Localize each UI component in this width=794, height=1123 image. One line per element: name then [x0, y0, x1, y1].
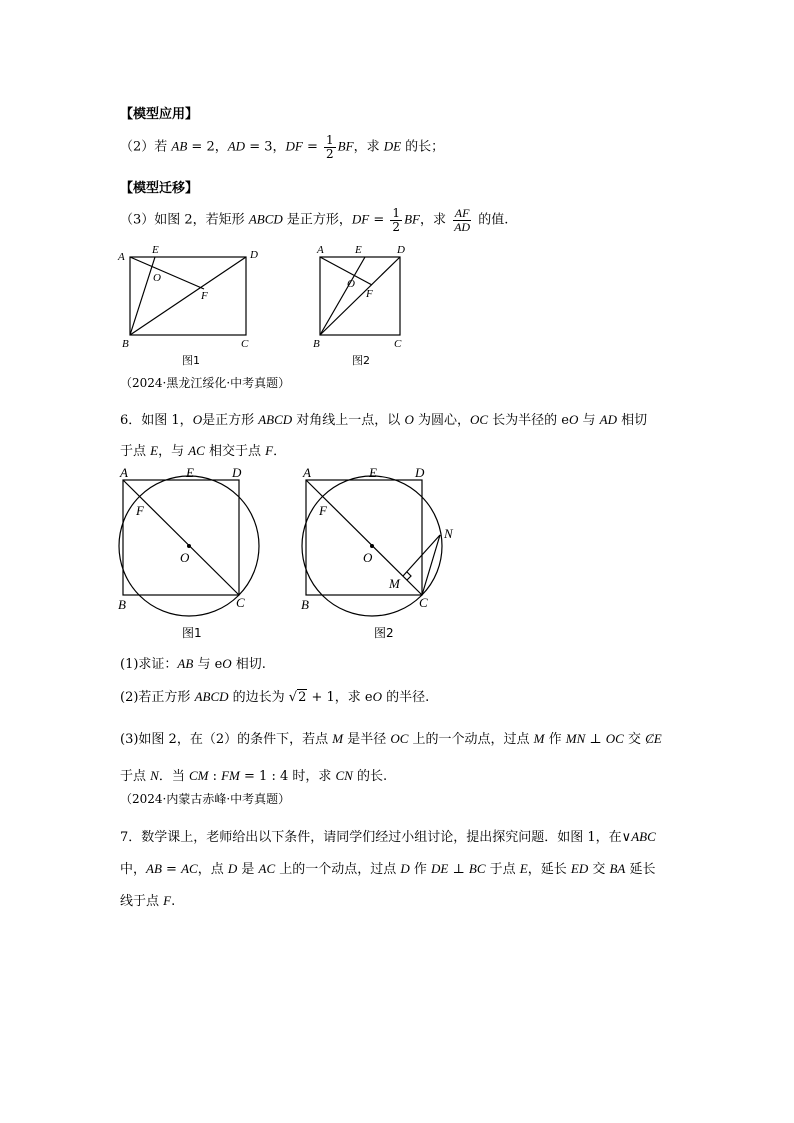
- p6q1-c: 相切.: [231, 657, 266, 672]
- frac-den-ad: AD: [454, 219, 471, 234]
- var-bf: BF: [404, 211, 420, 227]
- p6q2-b: 的边长为: [228, 690, 289, 705]
- sqrt-radicand: 2: [298, 690, 307, 705]
- var-bc: BC: [468, 861, 486, 876]
- fig1-label-f: F: [201, 290, 208, 302]
- fig1-label-e: E: [152, 244, 159, 256]
- p6q1-a: (1)求证：: [120, 657, 178, 672]
- ratio-value: = 1 : 4: [239, 769, 289, 784]
- fig6-2-label-b: B: [301, 597, 309, 612]
- p6-l1e: 长为半径的 e: [488, 413, 569, 428]
- var-abc: ABC: [631, 829, 656, 844]
- p6-l1f: 与: [578, 413, 600, 428]
- p6q3-l2d: 的长.: [352, 769, 388, 784]
- var-de: DE: [431, 861, 449, 876]
- p6q3-l2c: 时，求: [288, 769, 336, 784]
- var-cm: CM: [188, 768, 209, 783]
- perp-symbol: ⊥: [585, 732, 606, 747]
- figure-square-circle: [110, 460, 470, 645]
- q2-eq1: = 2，: [187, 139, 228, 155]
- p6-l1b: 是正方形: [202, 413, 259, 428]
- problem-6-q2: [120, 686, 429, 705]
- p6-l2d: ．: [273, 444, 287, 459]
- fig2-label-b: B: [313, 338, 320, 350]
- var-oc: OC: [605, 731, 624, 746]
- p7-l2a: 中，: [120, 862, 147, 877]
- problem-7: [120, 821, 656, 917]
- figure-rectangle-and-square: [110, 240, 430, 370]
- fraction-one-half: [324, 134, 336, 160]
- fig6-2-label-f: F: [319, 503, 327, 518]
- var-n: N: [150, 768, 159, 783]
- fig6-2-label-e: E: [369, 465, 377, 480]
- fig6-1-center-dot: [187, 544, 191, 548]
- var-d: D: [400, 861, 410, 876]
- var-df: DF: [285, 138, 303, 154]
- p6q3-d: 作: [544, 732, 566, 747]
- fig2-label-c: C: [394, 338, 402, 350]
- q2-eq3: =: [302, 139, 323, 155]
- frac-den: 2: [326, 146, 334, 161]
- fig6-1-label-e: E: [186, 465, 194, 480]
- p7-l2i: 延长: [625, 862, 656, 877]
- var-o: O: [404, 412, 414, 427]
- frac-den: 2: [392, 219, 401, 234]
- p7-l2e: 作: [409, 862, 432, 877]
- fig2-label-o: O: [347, 278, 355, 290]
- var-fm: FM: [221, 768, 240, 783]
- fig6-2-label-m: M: [389, 576, 400, 591]
- fig1-label-b: B: [122, 338, 129, 350]
- var-ac: AC: [181, 861, 198, 876]
- p6q3-l2b: ．当: [158, 769, 189, 784]
- var-abcd: ABCD: [258, 412, 293, 427]
- fig6-1-label-o: O: [180, 550, 190, 565]
- q2-lead: （2）若: [120, 139, 172, 155]
- question-2: [120, 134, 444, 160]
- p6-l2b: ，与: [158, 444, 189, 459]
- problem-7-line-3: [120, 885, 656, 917]
- var-o: O: [569, 412, 579, 427]
- p6q2-a: (2)若正方形: [120, 690, 195, 705]
- q3-mid: 是正方形，: [282, 212, 352, 228]
- p6q2-plus: + 1: [307, 690, 335, 705]
- var-bf: BF: [337, 138, 354, 154]
- p6q2-c: ，求 e: [334, 690, 373, 705]
- fig1-label-a: A: [118, 251, 125, 263]
- source-citation-6: （2024·黑龙江绥化·中考真题）: [120, 376, 291, 390]
- problem-7-line-2: [120, 853, 656, 885]
- p6q3-a: (3)如图 2，在（2）的条件下，若点: [120, 732, 333, 747]
- p7-l2c: 是: [237, 862, 259, 877]
- q3-tail: 的值.: [474, 212, 509, 228]
- var-f: F: [265, 443, 274, 458]
- perp-symbol: ⊥: [448, 862, 469, 877]
- p6-l1c: 对角线上一点，以: [292, 413, 405, 428]
- q3-ask: ，求: [419, 212, 451, 228]
- var-o: O: [372, 689, 383, 704]
- var-ab: AB: [177, 656, 194, 671]
- var-m: M: [332, 731, 344, 746]
- var-e: E: [519, 861, 528, 876]
- p7-l2h: 交: [588, 862, 610, 877]
- var-arc-ce: ȻE: [645, 731, 662, 746]
- var-o: O: [192, 412, 203, 427]
- p7-l2d: 上的一个动点，过点: [275, 862, 401, 877]
- q2-tail2: 的长；: [401, 139, 445, 155]
- fig2-caption: 图2: [352, 354, 370, 367]
- q3-eq: =: [369, 212, 389, 228]
- fraction-af-over-ad: [452, 207, 472, 233]
- question-3: [120, 207, 508, 233]
- fig2-label-f: F: [366, 288, 373, 300]
- var-mn: MN: [565, 731, 586, 746]
- p7-l3a: 线于点: [120, 894, 164, 909]
- section-heading-model-apply: 【模型应用】: [120, 107, 199, 122]
- problem-6-q3-line-1: [120, 721, 662, 758]
- var-df: DF: [351, 211, 370, 227]
- fig1-label-c: C: [241, 338, 249, 350]
- fig6-2-center-dot: [370, 544, 374, 548]
- frac-num: 1: [392, 206, 401, 220]
- fraction-one-half: [390, 207, 402, 233]
- p7-l2b: ，点: [197, 862, 228, 877]
- frac-num-af: AF: [454, 206, 470, 220]
- p6q1-b: 与 e: [193, 657, 223, 672]
- figure-2-square: [320, 257, 400, 335]
- fig6-2-label-c: C: [419, 595, 428, 610]
- p6q3-e: 交: [623, 732, 646, 747]
- var-ac: AC: [258, 861, 276, 876]
- p6-l2a: 于点: [120, 444, 151, 459]
- q2-tail1: ，求: [353, 139, 384, 155]
- p6q2-d: 的半径.: [382, 690, 430, 705]
- var-f: F: [163, 893, 172, 908]
- var-abcd: ABCD: [248, 211, 283, 227]
- fig6-1-label-f: F: [136, 503, 144, 518]
- p7-eq: =: [161, 862, 182, 877]
- var-ad: AD: [227, 138, 246, 154]
- fig6-2-caption: 图2: [374, 626, 394, 640]
- var-ad: AD: [599, 412, 617, 427]
- p6-l1g: 相切: [617, 413, 648, 428]
- p7-l1: 7．数学课上，老师给出以下条件，请同学们经过小组讨论，提出探究问题．如图 1，在∨: [120, 830, 632, 845]
- problem-7-line-1: [120, 821, 656, 853]
- var-cn: CN: [335, 768, 353, 783]
- p7-l3b: .: [171, 894, 176, 909]
- q2-eq2: = 3，: [245, 139, 286, 155]
- fig6-1-label-b: B: [118, 597, 126, 612]
- source-citation-7: （2024·内蒙古赤峰·中考真题）: [120, 792, 291, 806]
- var-ba: BA: [609, 861, 626, 876]
- fig6-1-label-d: D: [232, 465, 242, 480]
- p6q3-b: 是半径: [343, 732, 391, 747]
- section-heading-model-transfer: 【模型迁移】: [120, 181, 199, 196]
- figure-1-rectangle: [130, 257, 246, 335]
- sqrt-expression: √2: [288, 690, 307, 705]
- problem-6-q3: [120, 721, 662, 795]
- p6q3-c: 上的一个动点，过点: [408, 732, 534, 747]
- problem-6: [120, 405, 647, 467]
- fig2-label-d: D: [397, 244, 405, 256]
- p6-l2c: 相交于点: [204, 444, 266, 459]
- var-ab: AB: [146, 861, 162, 876]
- var-abcd: ABCD: [194, 689, 229, 704]
- var-m: M: [533, 731, 545, 746]
- problem-6-q1: [120, 653, 266, 672]
- var-oc: OC: [390, 731, 409, 746]
- var-ab: AB: [171, 138, 188, 154]
- fig6-2-label-n: N: [444, 526, 453, 541]
- p7-l2f: 于点: [485, 862, 520, 877]
- var-e: E: [150, 443, 159, 458]
- p6-l1a: 6．如图 1，: [120, 413, 193, 428]
- fig6-1-caption: 图1: [182, 626, 202, 640]
- fig2-label-a: A: [317, 244, 324, 256]
- frac-num: 1: [326, 133, 334, 147]
- var-de: DE: [383, 138, 402, 154]
- fig1-label-o: O: [153, 272, 161, 284]
- var-ed: ED: [570, 861, 589, 876]
- p6-l1d: 为圆心，: [413, 413, 470, 428]
- fig2-label-e: E: [355, 244, 362, 256]
- var-d: D: [227, 861, 238, 876]
- ratio-colon: :: [208, 769, 222, 784]
- fig1-label-d: D: [250, 249, 258, 261]
- p7-l2g: ，延长: [527, 862, 571, 877]
- fig6-2-label-o: O: [363, 550, 373, 565]
- q3-lead: （3）如图 2，若矩形: [120, 212, 249, 228]
- problem-6-line-1: [120, 405, 647, 436]
- fig6-1-label-c: C: [236, 595, 245, 610]
- p6q3-l2a: 于点: [120, 769, 151, 784]
- var-oc: OC: [469, 412, 489, 427]
- fig6-1-label-a: A: [120, 465, 128, 480]
- var-ac: AC: [188, 443, 205, 458]
- fig6-2-label-a: A: [303, 465, 311, 480]
- fig6-2-label-d: D: [415, 465, 425, 480]
- var-o: O: [222, 656, 232, 671]
- fig1-caption: 图1: [182, 354, 200, 367]
